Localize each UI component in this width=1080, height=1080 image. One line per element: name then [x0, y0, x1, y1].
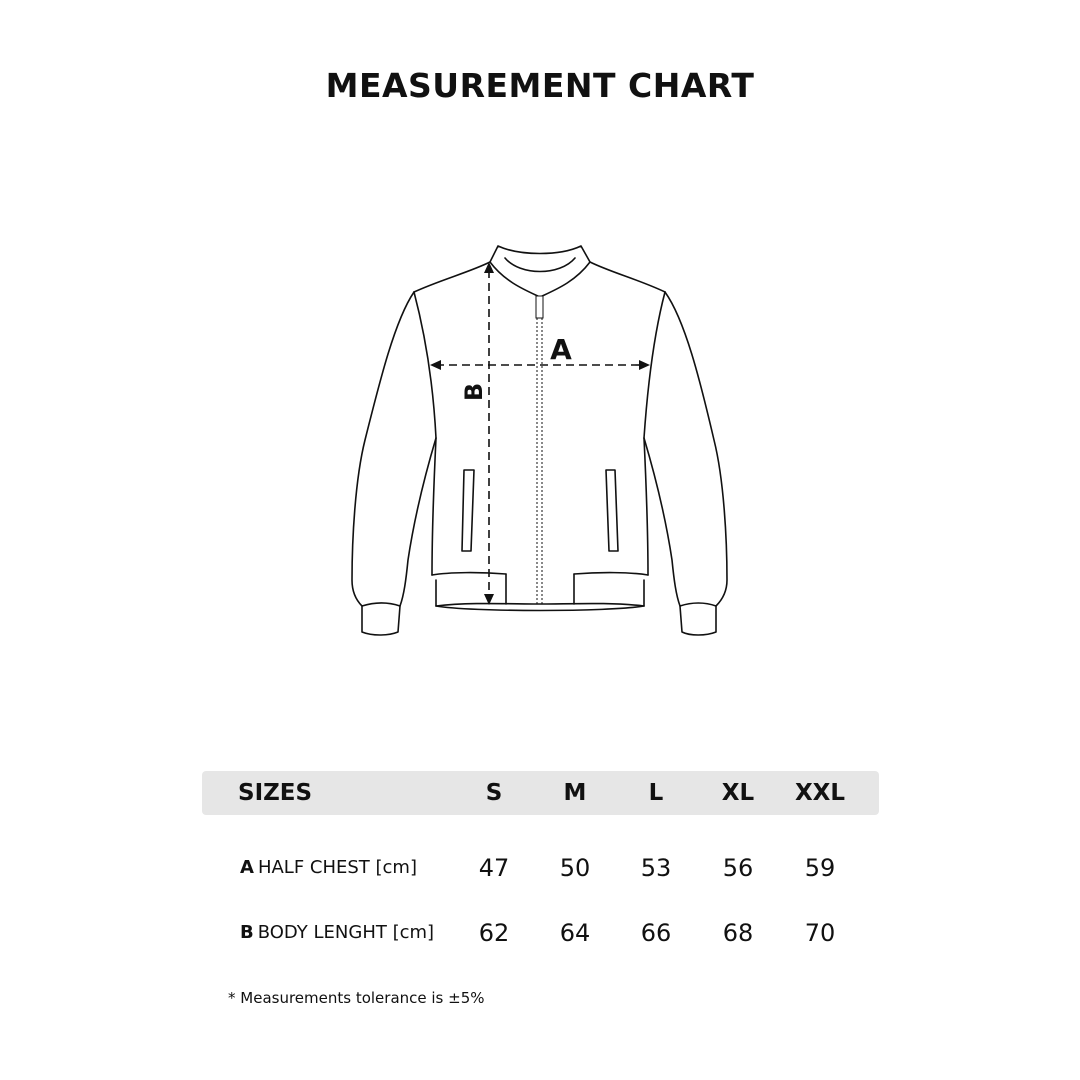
size-l-header: L [648, 780, 664, 806]
hem-band [436, 580, 644, 606]
tolerance-note: * Measurements tolerance is ±5% [228, 989, 485, 1007]
row-key: B [240, 922, 254, 943]
left-shoulder [414, 262, 490, 292]
table-row-half-chest [202, 849, 879, 889]
value-cell: 47 [478, 854, 510, 882]
right-shoulder [590, 262, 665, 292]
zipper [536, 296, 543, 604]
measure-b [484, 262, 494, 605]
value-cell: 56 [722, 854, 754, 882]
body-left-side [414, 292, 436, 575]
label-b: B [460, 382, 488, 402]
measure-a [430, 360, 650, 370]
right-sleeve [644, 292, 727, 635]
label-a: A [550, 333, 572, 366]
size-s-header: S [485, 780, 503, 806]
row-label [240, 857, 417, 878]
row-name: HALF CHEST [cm] [257, 857, 417, 878]
value-cell: 70 [804, 919, 836, 947]
row-name: BODY LENGHT [cm] [257, 922, 435, 943]
jacket-diagram [340, 236, 740, 648]
value-cell: 62 [478, 919, 510, 947]
sizes-header-label: SIZES [238, 780, 313, 806]
page-title: MEASUREMENT CHART [325, 66, 755, 105]
value-cell: 68 [722, 919, 754, 947]
table-row-body-length [202, 914, 879, 954]
value-cell: 59 [804, 854, 836, 882]
size-m-header: M [563, 780, 587, 806]
value-cell: 64 [559, 919, 591, 947]
left-pocket [462, 470, 474, 551]
hem-bottom [436, 606, 644, 611]
right-cuff-line [680, 603, 716, 606]
right-pocket [606, 470, 618, 551]
collar-inner [505, 258, 575, 272]
row-label [240, 922, 434, 943]
size-table [202, 771, 879, 947]
left-sleeve [352, 292, 436, 635]
value-cell: 66 [640, 919, 672, 947]
size-xxl-header: XXL [794, 780, 846, 806]
hem-top [432, 573, 506, 575]
value-cell: 53 [640, 854, 672, 882]
size-table-header [202, 771, 879, 815]
hem-top-right [574, 573, 648, 575]
row-key: A [240, 857, 254, 878]
size-xl-header: XL [721, 780, 755, 806]
value-cell: 50 [559, 854, 591, 882]
body-right-side [644, 292, 665, 575]
left-cuff-line [362, 603, 400, 606]
